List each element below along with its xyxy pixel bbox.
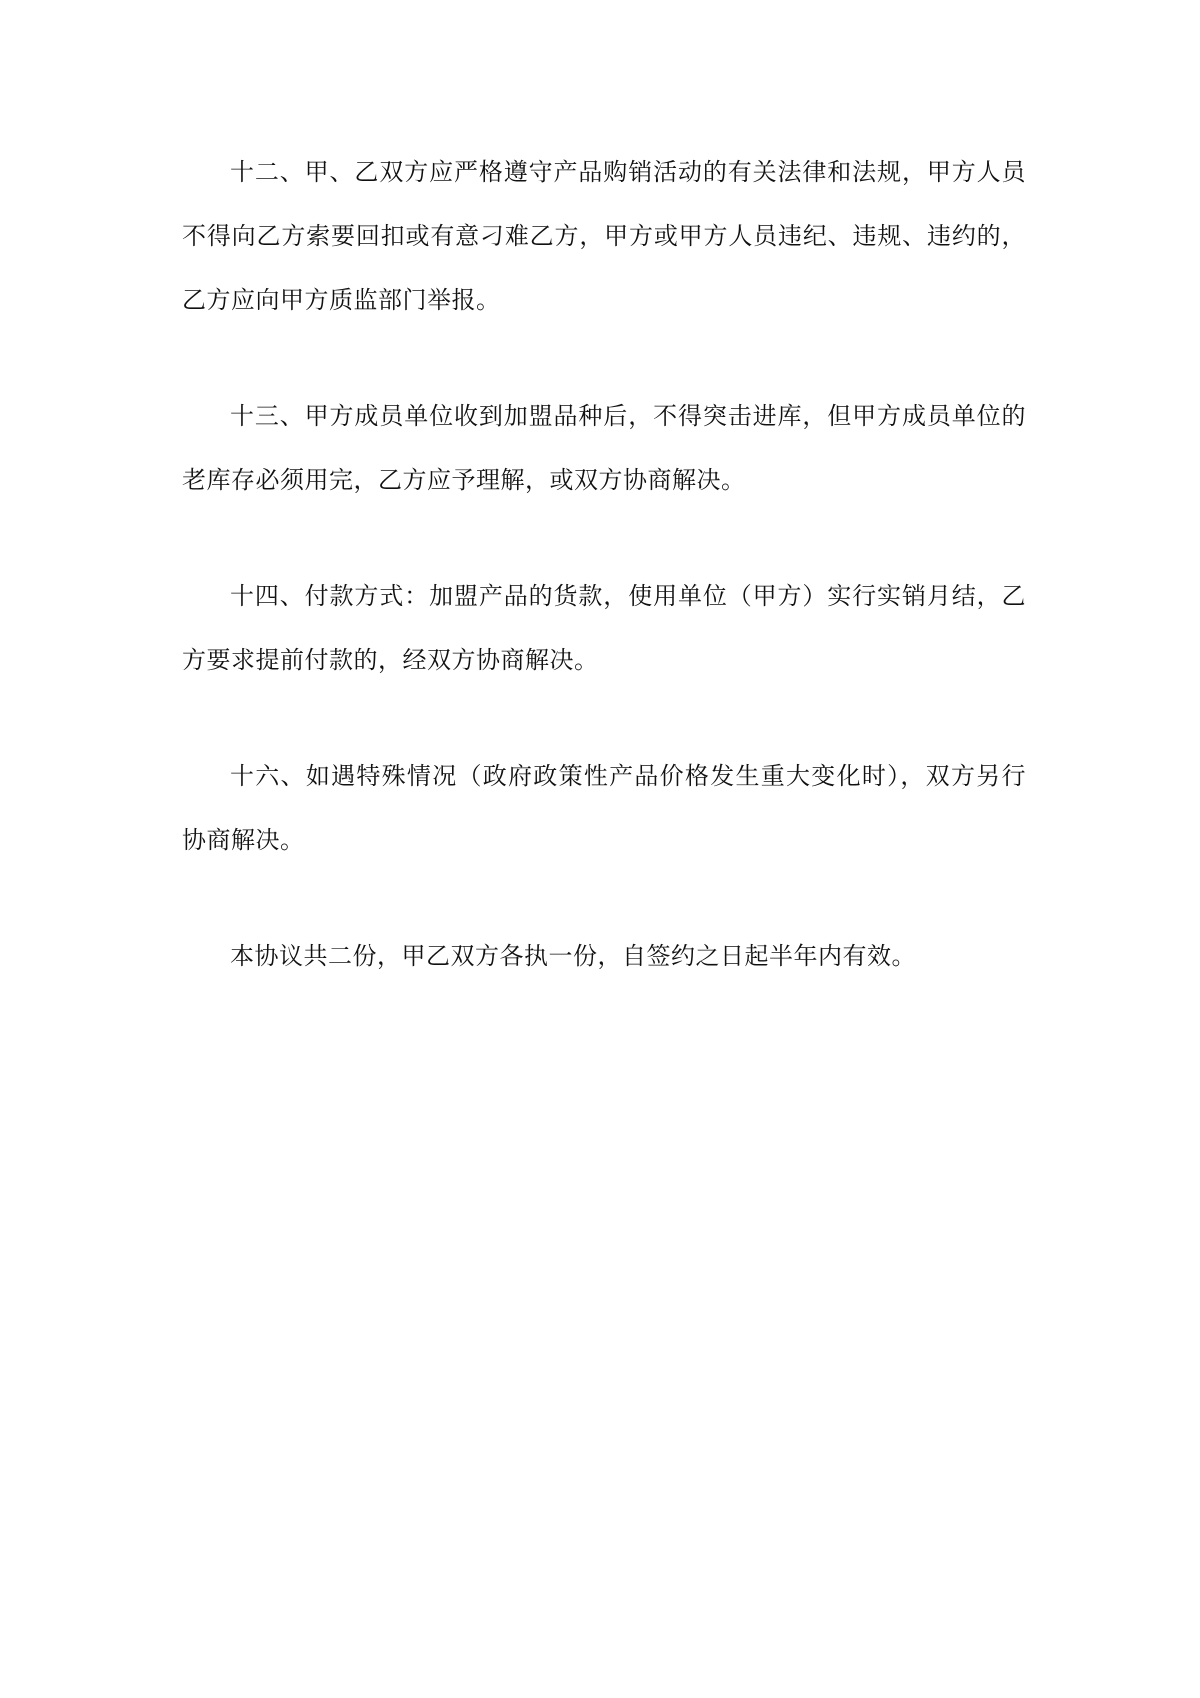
- clause-sixteen: 十六、如遇特殊情况（政府政策性产品价格发生重大变化时），双方另行协商解决。: [182, 762, 1026, 854]
- clause-twelve: 十二、甲、乙双方应严格遵守产品购销活动的有关法律和法规，甲方人员不得向乙方索要回扣或有意刁难乙方，甲方或甲方人员违纪、违规、违约的，乙方应向甲方质监部门举报。: [182, 158, 1026, 314]
- clause-thirteen: 十三、甲方成员单位收到加盟品种后，不得突击进库，但甲方成员单位的老库存必须用完，乙方应予理解，或双方协商解决。: [182, 402, 1026, 494]
- document-body: [182, 140, 1026, 1040]
- agreement-validity: 本协议共二份，甲乙双方各执一份，自签约之日起半年内有效。: [230, 942, 916, 970]
- clause-fourteen-payment: 十四、付款方式：加盟产品的货款，使用单位（甲方）实行实销月结，乙方要求提前付款的，经双方协商解决。: [182, 582, 1026, 674]
